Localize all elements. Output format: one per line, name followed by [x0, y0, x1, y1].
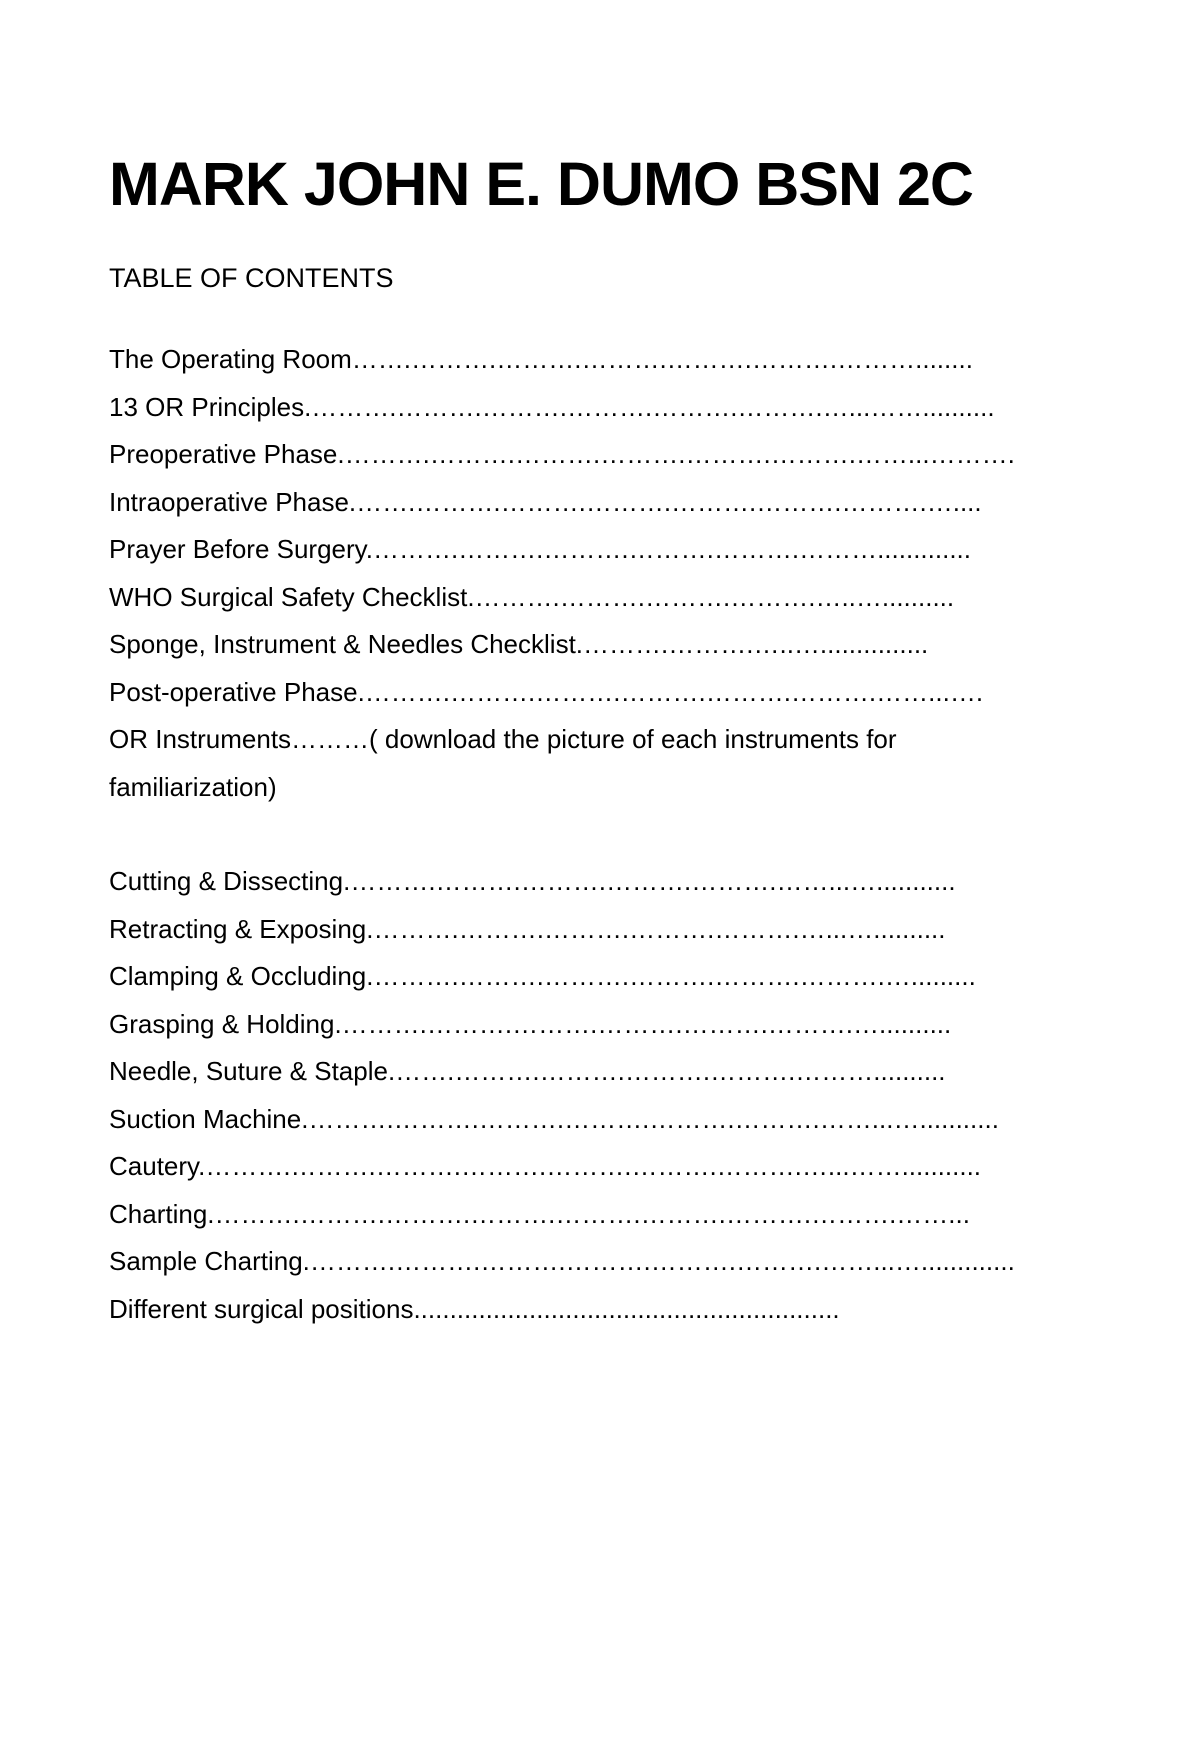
toc-entry-surgical-positions: Different surgical positions........................................................... [109, 1293, 840, 1324]
toc-entry-preoperative-phase: Preoperative Phase.……….……….……….……….……….……….……...………. [109, 439, 1015, 469]
toc-entry-cautery: Cautery.……….……….……….……….……….……….……….…...……........... [109, 1151, 982, 1181]
toc-entry-sample-charting: Sample Charting.……….……….……….……….……….……….……...…............. [109, 1246, 1015, 1276]
toc-entry-cutting-dissecting: Cutting & Dissecting.……….……….……….……….……….……...…........... [109, 866, 956, 896]
toc-entry-charting: Charting.……….……….……….……….……….……….……….……….……... [109, 1198, 970, 1229]
toc-entry-who-checklist: WHO Surgical Safety Checklist.……….……….……….……….…..….......... [109, 581, 955, 612]
page-content [109, 150, 1069, 1333]
toc-heading: TABLE OF CONTENTS [109, 263, 394, 293]
toc-list [109, 336, 1069, 1333]
toc-entry-suction-machine: Suction Machine.……….……….……….……….……….……….……...…........... [109, 1103, 999, 1134]
toc-entry-or-principles: 13 OR Principles.……….……….……….……….……….……….…...…….......... [109, 391, 995, 422]
toc-entry-clamping-occluding: Clamping & Occluding.……….……….……….……….……….……….…......... [109, 961, 976, 991]
toc-entry-or-instruments: OR Instruments………( download the picture of each instruments for familiarization) [109, 724, 897, 802]
document-title: MARK JOHN E. DUMO BSN 2C [109, 150, 973, 218]
toc-entry-grasping-holding: Grasping & Holding.……….……….……….……….……….……….….......... [109, 1008, 952, 1039]
toc-entry-sponge-checklist: Sponge, Instrument & Needles Checklist.……….……….…..…............... [109, 629, 929, 659]
toc-entry-retracting-exposing: Retracting & Exposing.……….……….……….……….……….…...….......... [109, 913, 946, 944]
toc-entry-operating-room: The Operating Room…….……….……….……….……….……….………........ [109, 344, 973, 374]
toc-entry-postoperative-phase: Post-operative Phase.……….……….……….……….……….……….……...…. [109, 676, 984, 707]
toc-entry-intraoperative-phase: Intraoperative Phase.…….……….……….……….……….……….……….….... [109, 486, 982, 517]
toc-entry-needle-suture-staple: Needle, Suture & Staple.…….……….……….……….……….……….......... [109, 1056, 946, 1086]
toc-entry-prayer-before-surgery: Prayer Before Surgery.……….……….……….……….……….………............. [109, 534, 971, 564]
toc-spacer [109, 811, 1069, 858]
